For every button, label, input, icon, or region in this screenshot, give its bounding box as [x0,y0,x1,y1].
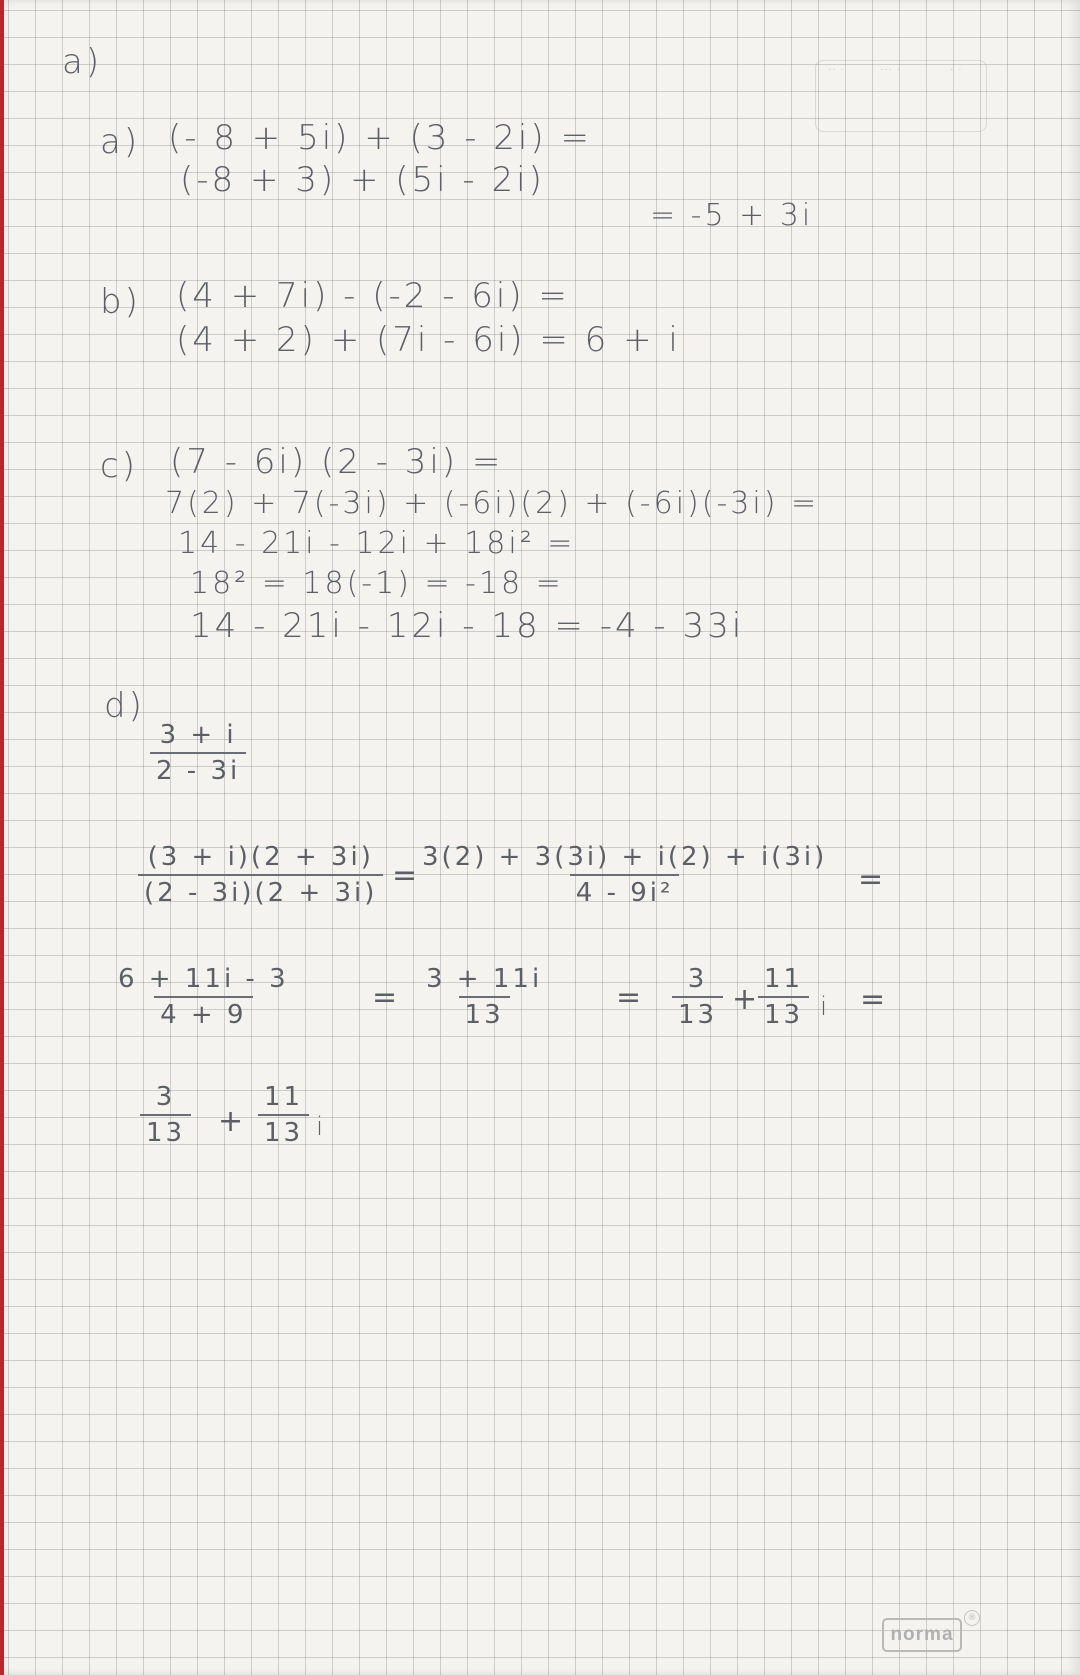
fraction-denominator: 13 [672,996,723,1030]
fraction-d-expanded [416,842,833,908]
fraction-numerator: (3 + i)(2 + 3i) [147,842,374,872]
exercise-c-line-2: 7(2) + 7(-3i) + (-6i)(2) + (-6i)(-3i) = [165,486,820,521]
fraction-denominator: 13 [258,1114,309,1148]
part-heading: a) [62,42,103,82]
exercise-a-line-2: (-8 + 3) + (5i - 2i) [180,160,545,200]
exercise-a-label: a) [100,122,141,162]
equals-sign: = [616,980,642,1015]
imaginary-unit: i [820,992,831,1022]
fraction-numerator: 3(2) + 3(3i) + i(2) + i(3i) [422,842,828,872]
exercise-b-label: b) [100,282,141,322]
fraction-numerator: 3 [687,964,708,994]
fraction-denominator: 13 [459,996,510,1030]
plus-sign: + [218,1104,244,1139]
fraction-d-final-imag [258,1082,309,1148]
fraction-numerator: 3 + 11i [426,964,543,994]
fraction-d-original [150,720,246,786]
exercise-a-result: = -5 + 3i [650,198,814,233]
fraction-denominator: 4 - 9i² [570,874,680,908]
header-ghost-mark: · · [950,64,963,75]
registered-mark-icon: ® [964,1610,980,1626]
equals-sign: = [860,982,886,1017]
fraction-denominator: 13 [140,1114,191,1148]
exercise-c-line-4: 18² = 18(-1) = -18 = [190,566,564,601]
page-binding-edge [0,0,4,1675]
imaginary-unit: i [316,1112,327,1142]
fraction-numerator: 3 + i [159,720,237,750]
plus-sign: + [732,982,758,1017]
fraction-denominator: 13 [758,996,809,1030]
exercise-d-label: d) [104,686,145,726]
exercise-a-line-1: (- 8 + 5i) + (3 - 2i) = [168,118,592,158]
fraction-denominator: 2 - 3i [150,752,246,786]
fraction-numerator: 6 + 11i - 3 [118,964,289,994]
exercise-c-label: c) [100,446,138,486]
exercise-b-line-1: (4 + 7i) - (-2 - 6i) = [176,276,570,316]
exercise-b-line-2: (4 + 2) + (7i - 6i) = 6 + i [176,320,681,360]
brand-logo: norma [882,1618,962,1652]
equals-sign: = [858,862,884,897]
fraction-denominator: (2 - 3i)(2 + 3i) [138,874,383,908]
fraction-d-imag-part [758,964,809,1030]
fraction-numerator: 11 [264,1082,304,1112]
fraction-d-combined [420,964,548,1030]
fraction-d-simplified [112,964,295,1030]
fraction-d-real-part [672,964,723,1030]
exercise-c-line-1: (7 - 6i) (2 - 3i) = [170,442,504,482]
fraction-denominator: 4 + 9 [154,996,252,1030]
exercise-c-line-3: 14 - 21i - 12i + 18i² = [178,526,576,561]
header-ghost-mark: ··· · [880,64,902,75]
fraction-numerator: 3 [155,1082,176,1112]
exercise-c-line-5: 14 - 21i - 12i - 18 = -4 - 33i [190,606,745,646]
equals-sign: = [392,858,418,893]
equals-sign: = [372,980,398,1015]
fraction-d-final-real [140,1082,191,1148]
fraction-d-conjugate [138,842,383,908]
fraction-numerator: 11 [764,964,804,994]
header-ghost-mark: ·· · [828,64,845,75]
